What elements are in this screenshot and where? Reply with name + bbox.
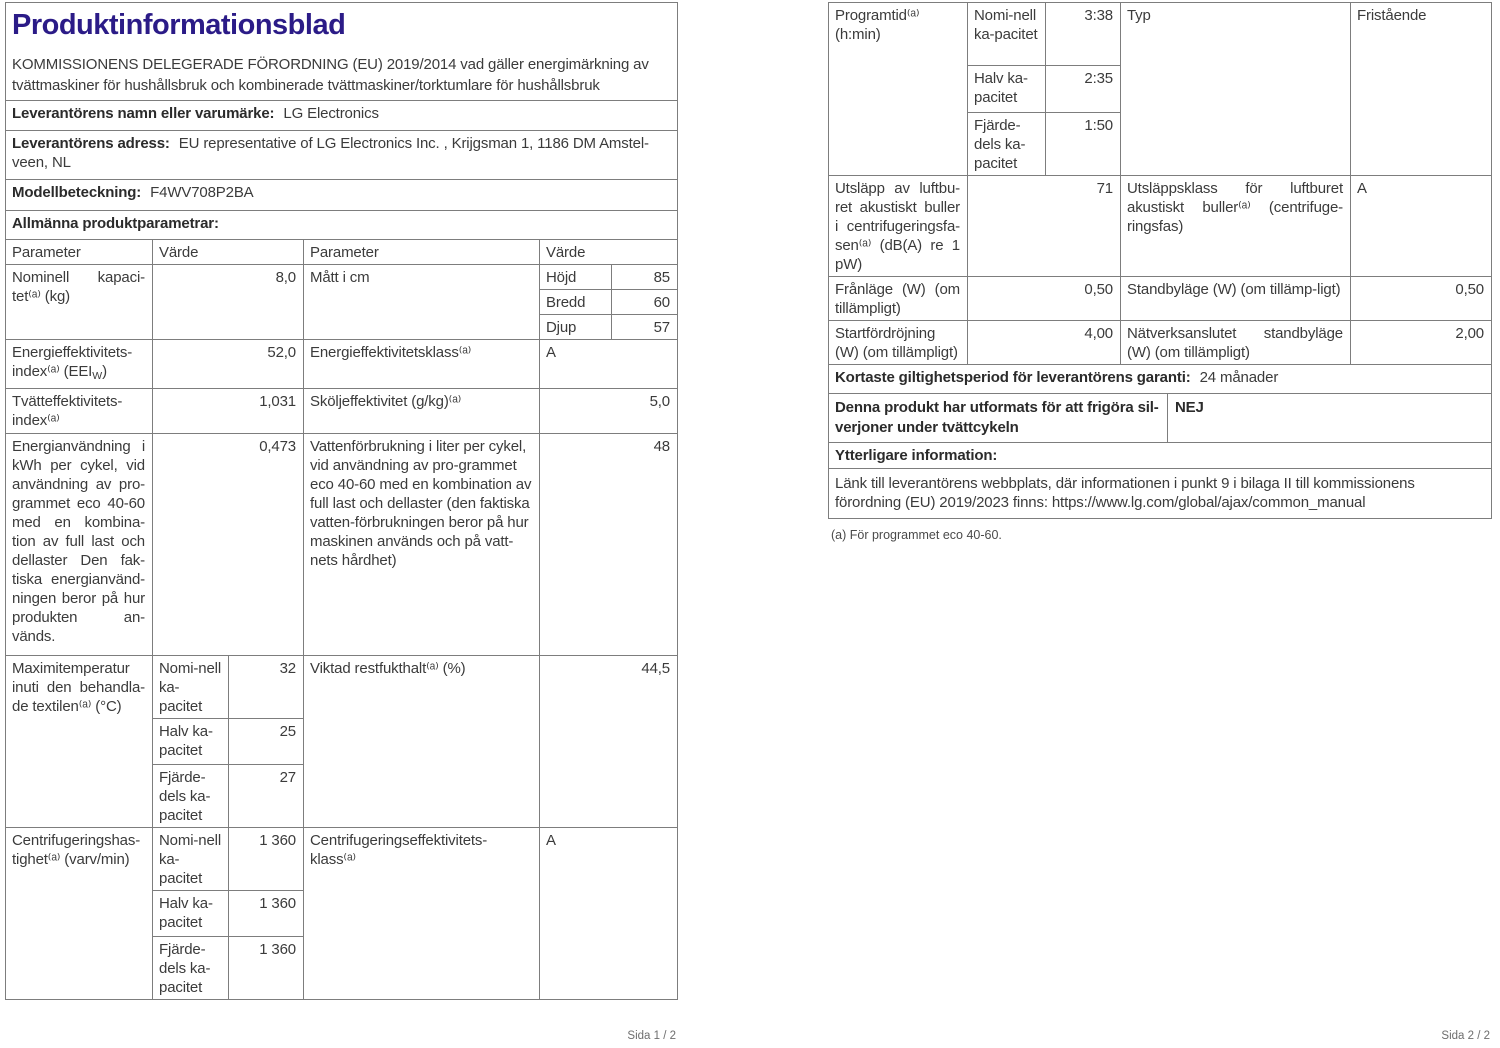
dimension-hojd-value: 85: [612, 265, 678, 290]
noise-class-label: Utsläppsklass för luftburet akustiskt buller⁽ᵃ⁾ (centrifuge-ringsfas): [1121, 176, 1351, 277]
col-header-parameter-2: Parameter: [304, 240, 540, 265]
max-temp-nominal-label: Nomi-nell ka-pacitet: [153, 656, 229, 719]
spin-speed-quarter-value: 1 360: [229, 937, 304, 1000]
page-1-number: Sida 1 / 2: [627, 1030, 676, 1042]
supplier-address-row: [6, 131, 678, 180]
page-title: Produktinformationsblad: [12, 9, 346, 41]
regulation-text: KOMMISSIONENS DELEGERADE FÖRORDNING (EU) 2019/2014 vad gäller energimärkning av tvättmaskiner för hushållsbruk och kombinerade tvättmaskiner/torktumlare för hushållsbruk: [12, 56, 649, 94]
programme-duration-nominal-value: 3:38: [1046, 3, 1121, 66]
col-header-value-1: Värde: [153, 240, 304, 265]
programme-duration-half-value: 2:35: [1046, 66, 1121, 113]
supplier-name-row: [6, 101, 678, 131]
washing-efficiency-index-value: 1,031: [153, 389, 304, 434]
warranty-row: [829, 365, 1492, 394]
spin-speed-quarter-label: Fjärde-dels ka-pacitet: [153, 937, 229, 1000]
product-info-table-page2: [828, 2, 1492, 519]
supplier-name-value: LG Electronics: [283, 105, 379, 122]
general-parameters-heading: Allmänna produktparametrar:: [12, 215, 219, 232]
page-2-number: Sida 2 / 2: [1441, 1030, 1490, 1042]
footnote-a: (a) För programmet eco 40-60.: [831, 528, 1002, 542]
washing-efficiency-index-label: Tvätteffektivitets-index⁽ᵃ⁾: [6, 389, 153, 434]
warranty-value: 24 månader: [1199, 369, 1279, 386]
type-label: Typ: [1121, 3, 1351, 176]
standby-mode-label: Standbyläge (W) (om tillämp-ligt): [1121, 277, 1351, 321]
dimension-djup-label: Djup: [540, 315, 612, 340]
programme-duration-half-label: Halv ka-pacitet: [968, 66, 1046, 113]
supplier-website-row: [829, 469, 1492, 519]
spin-speed-nominal-value: 1 360: [229, 828, 304, 891]
energy-consumption-value: 0,473: [153, 434, 304, 656]
energy-efficiency-index-label: [6, 340, 153, 389]
model-label: Modellbeteckning:: [12, 184, 142, 201]
silver-ions-value: NEJ: [1175, 399, 1204, 416]
title-block: [6, 3, 678, 101]
page-2: [828, 2, 1491, 542]
dimension-bredd-label: Bredd: [540, 290, 612, 315]
water-consumption-label: Vattenförbrukning i liter per cykel, vid användning av pro-grammet eco 40-60 med en kombination av full last och dellaster (den faktiska vatten-förbrukningen beror på hur maskinen används och på vatt-nets hårdhet): [304, 434, 540, 656]
supplier-website-text: Länk till leverantörens webbplats, där informationen i punkt 9 i bilaga II till kommissionens förordning (EU) 2019/2023 finns:: [835, 475, 1415, 511]
nominal-capacity-value: 8,0: [153, 265, 304, 340]
airborne-noise-label: Utsläpp av luftbu-ret akustiskt buller i centrifugeringsfa-sen⁽ᵃ⁾ (dB(A) re 1 pW): [829, 176, 968, 277]
spin-efficiency-class-value: A: [540, 828, 678, 1000]
energy-efficiency-index-value: 52,0: [153, 340, 304, 389]
max-temp-half-value: 25: [229, 719, 304, 765]
energy-efficiency-class-value: A: [540, 340, 678, 389]
delay-start-value: 4,00: [968, 321, 1121, 365]
silver-ions-row: [829, 394, 1492, 443]
energy-efficiency-class-label: Energieffektivitetsklass⁽ᵃ⁾: [304, 340, 540, 389]
rinsing-effectiveness-value: 5,0: [540, 389, 678, 434]
manual-link[interactable]: https://www.lg.com/global/ajax/common_manual: [1051, 494, 1366, 511]
spin-speed-half-label: Halv ka-pacitet: [153, 891, 229, 937]
supplier-address-value: EU representative of LG Electronics Inc. , Krijgsman 1, 1186 DM Amstel-veen, NL: [12, 135, 649, 171]
additional-info-heading-row: [829, 443, 1492, 469]
col-header-parameter-1: Parameter: [6, 240, 153, 265]
warranty-label: Kortaste giltighetsperiod för leverantörens garanti:: [835, 369, 1191, 386]
product-info-table-page1: [5, 2, 678, 1000]
dimension-hojd-label: Höjd: [540, 265, 612, 290]
rinsing-effectiveness-label: Sköljeffektivitet (g/kg)⁽ᵃ⁾: [304, 389, 540, 434]
standby-mode-value: 0,50: [1351, 277, 1492, 321]
water-consumption-value: 48: [540, 434, 678, 656]
type-value: Fristående: [1351, 3, 1492, 176]
programme-duration-nominal-label: Nomi-nell ka-pacitet: [968, 3, 1046, 66]
eei-subscript: W: [92, 370, 103, 382]
weighted-residual-moisture-label: Viktad restfukthalt⁽ᵃ⁾ (%): [304, 656, 540, 828]
dimension-djup-value: 57: [612, 315, 678, 340]
weighted-residual-moisture-value: 44,5: [540, 656, 678, 828]
model-row: [6, 180, 678, 211]
networked-standby-label: Nätverksanslutet standbyläge (W) (om tillämpligt): [1121, 321, 1351, 365]
additional-info-heading: Ytterligare information:: [835, 447, 998, 464]
col-header-value-2: Värde: [540, 240, 678, 265]
spin-speed-label: Centrifugeringshas-tighet⁽ᵃ⁾ (varv/min): [6, 828, 153, 1000]
supplier-name-label: Leverantörens namn eller varumärke:: [12, 105, 275, 122]
airborne-noise-value: 71: [968, 176, 1121, 277]
max-temperature-label: Maximitemperatur inuti den behandla-de textilen⁽ᵃ⁾ (°C): [6, 656, 153, 828]
eei-label-close: ): [102, 363, 107, 380]
eei-label-text: Energieffektivitets-index⁽ᵃ⁾ (EEI: [12, 344, 133, 380]
dimensions-label: Mått i cm: [304, 265, 540, 340]
dimension-bredd-value: 60: [612, 290, 678, 315]
noise-class-value: A: [1351, 176, 1492, 277]
model-value: F4WV708P2BA: [150, 184, 254, 201]
silver-ions-label: Denna produkt har utformats för att frigöra sil-verjoner under tvättcykeln: [829, 394, 1168, 442]
programme-duration-quarter-label: Fjärde-dels ka-pacitet: [968, 113, 1046, 176]
spin-efficiency-class-label: Centrifugeringseffektivitets-klass⁽ᵃ⁾: [304, 828, 540, 1000]
general-parameters-heading-row: [6, 211, 678, 240]
spin-speed-nominal-label: Nomi-nell ka-pacitet: [153, 828, 229, 891]
max-temp-quarter-value: 27: [229, 765, 304, 828]
spin-speed-half-value: 1 360: [229, 891, 304, 937]
max-temp-quarter-label: Fjärde-dels ka-pacitet: [153, 765, 229, 828]
programme-duration-quarter-value: 1:50: [1046, 113, 1121, 176]
energy-consumption-label: Energianvändning i kWh per cykel, vid användning av pro-grammet eco 40-60 med en kombina-tion av full last och dellaster Den fak-tiska energianvänd-ningen beror på hur produkten an-vänds.: [6, 434, 153, 656]
networked-standby-value: 2,00: [1351, 321, 1492, 365]
page-1: [5, 2, 677, 1000]
delay-start-label: Startfördröjning (W) (om tillämpligt): [829, 321, 968, 365]
max-temp-half-label: Halv ka-pacitet: [153, 719, 229, 765]
supplier-address-label: Leverantörens adress:: [12, 135, 170, 152]
nominal-capacity-label: Nominell kapaci-tet⁽ᵃ⁾ (kg): [6, 265, 153, 340]
off-mode-label: Frånläge (W) (om tillämpligt): [829, 277, 968, 321]
off-mode-value: 0,50: [968, 277, 1121, 321]
programme-duration-label: Programtid⁽ᵃ⁾ (h:min): [829, 3, 968, 176]
max-temp-nominal-value: 32: [229, 656, 304, 719]
